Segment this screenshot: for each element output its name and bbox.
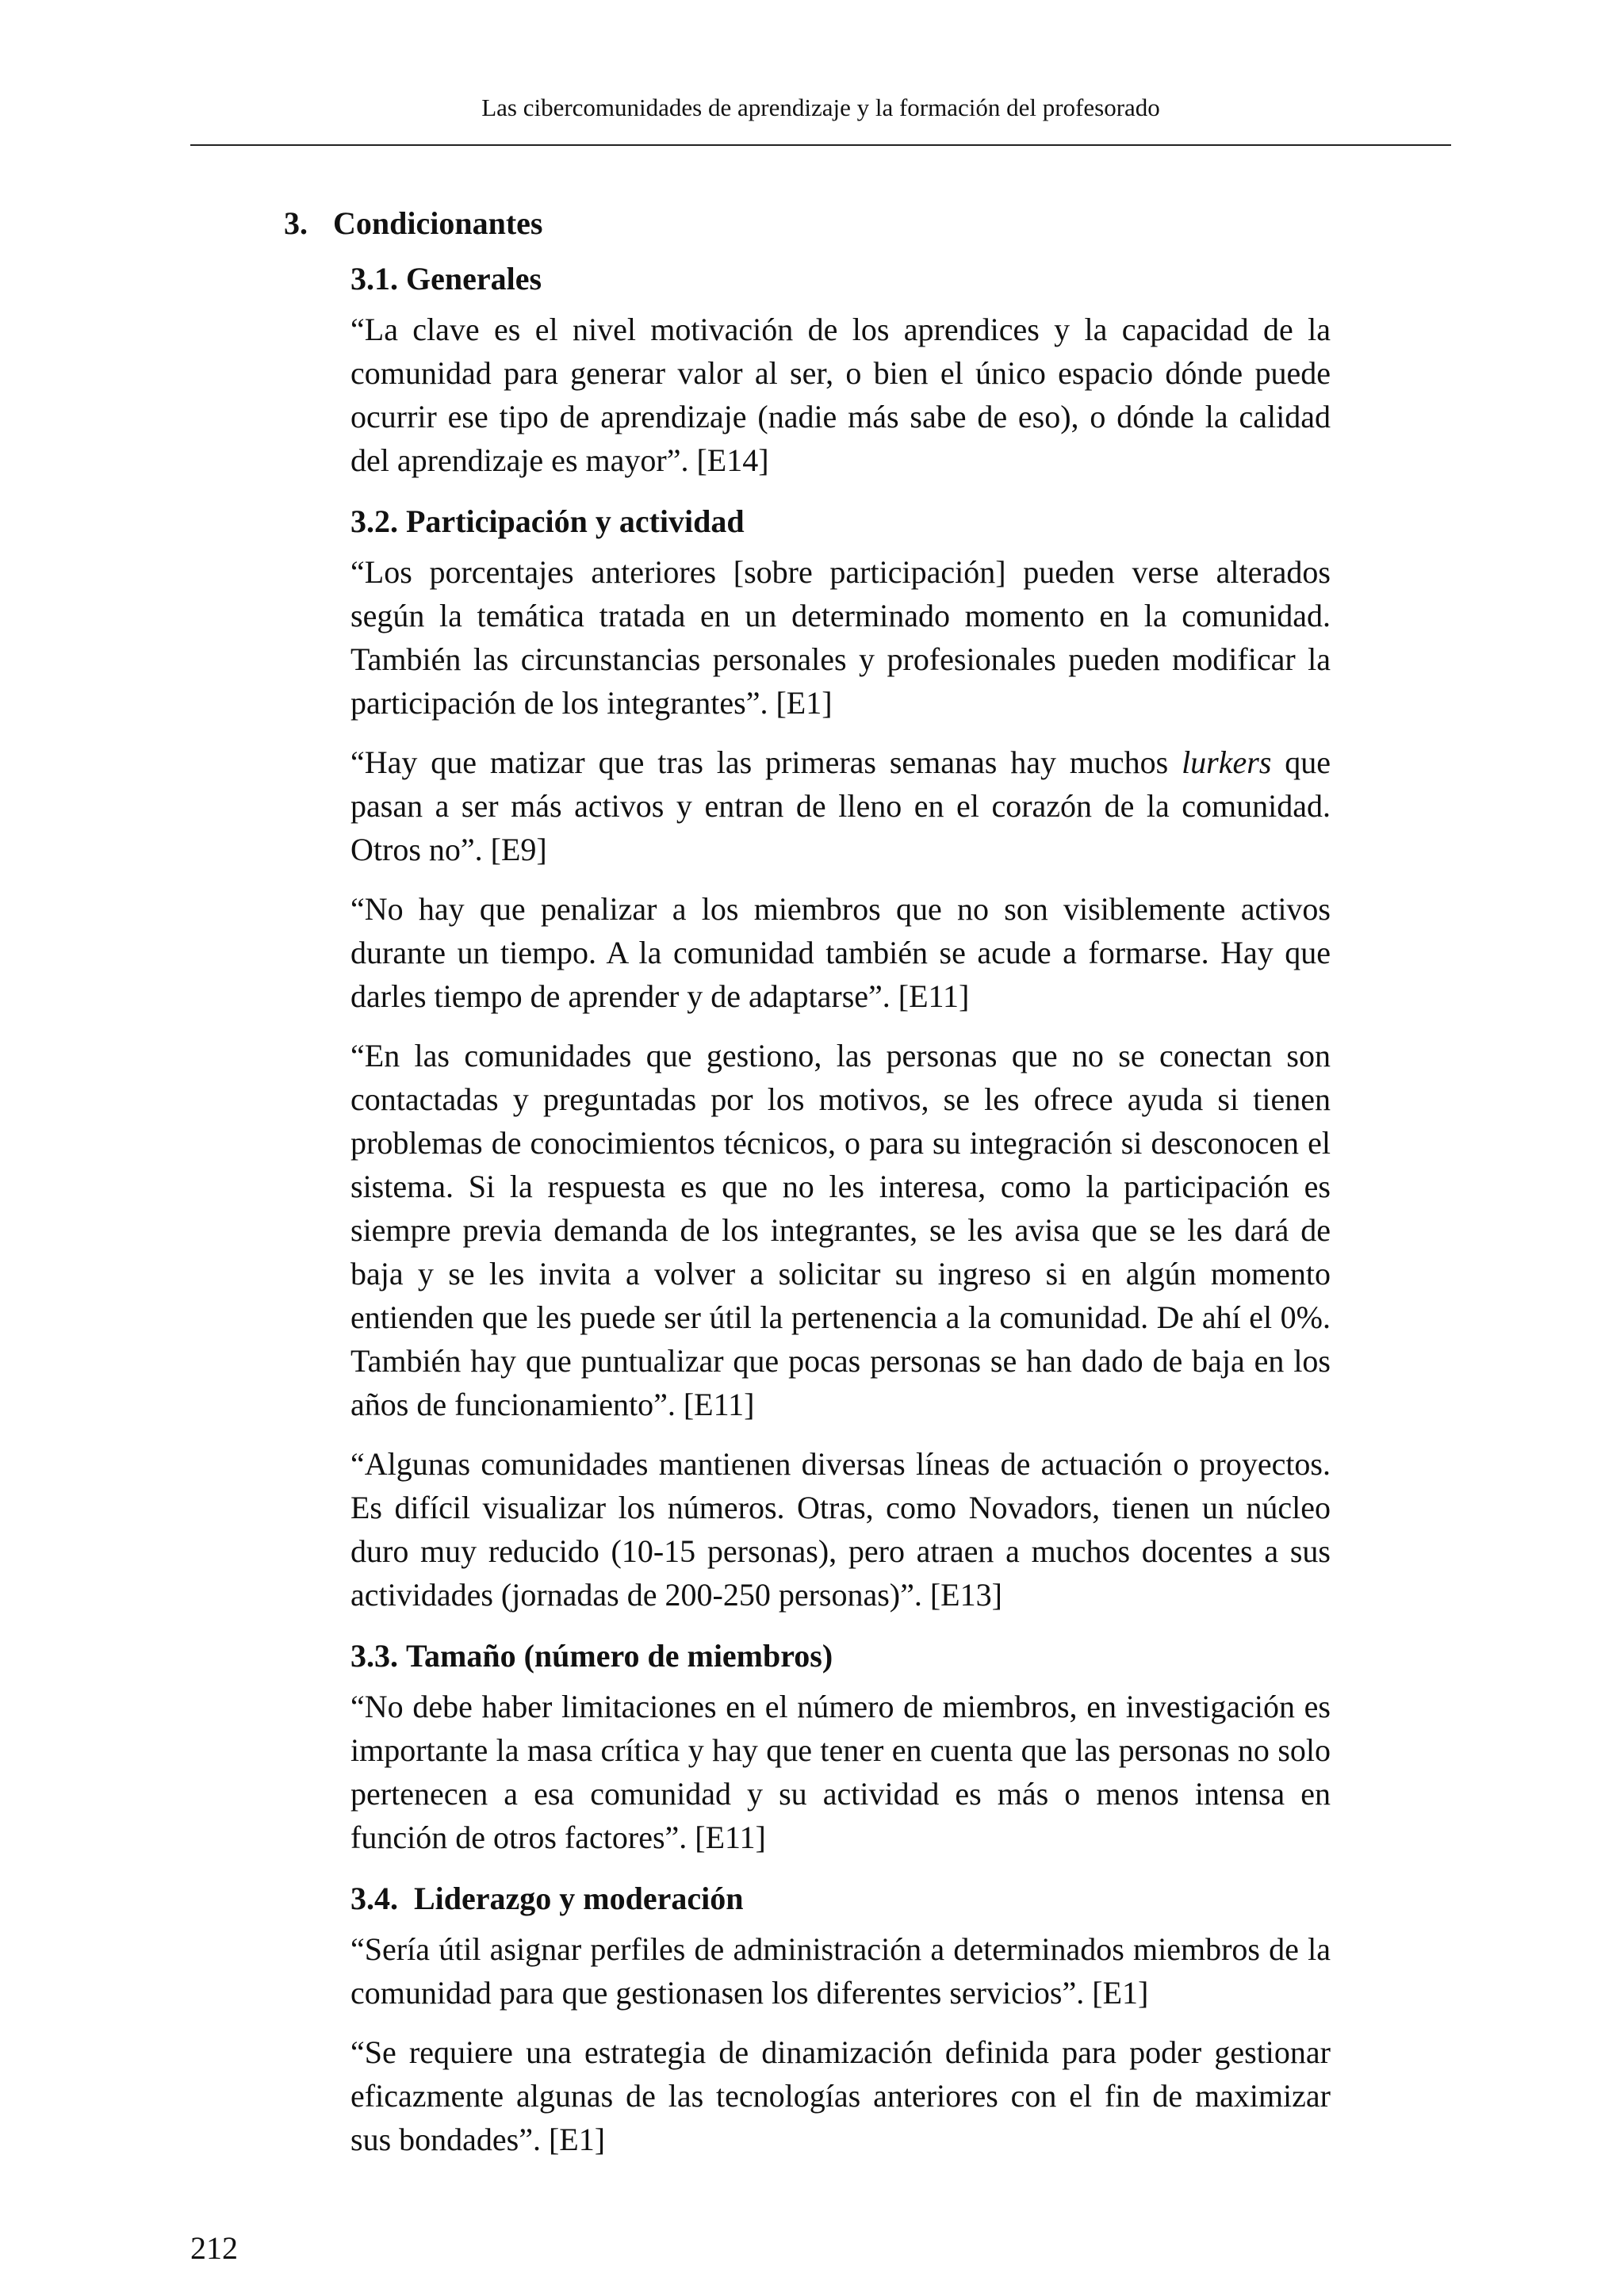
- quote-text: “Hay que matizar que tras las primeras semanas hay muchos: [350, 744, 1182, 780]
- quote-paragraph: [350, 1927, 1331, 2015]
- quote-italic-term: lurkers: [1182, 744, 1272, 780]
- subsection-number: 3.4.: [350, 1881, 398, 1916]
- subsection-title: Generales: [406, 261, 542, 297]
- subsection-heading-3-3: [350, 1634, 1331, 1678]
- quote-paragraph: [350, 740, 1331, 871]
- page-number: 212: [190, 2230, 238, 2266]
- quote-paragraph: [350, 2030, 1331, 2161]
- running-head: Las cibercomunidades de aprendizaje y la formación del profesorado: [481, 94, 1160, 121]
- quote-paragraph: [350, 1442, 1331, 1617]
- quote-text: “Los porcentajes anteriores [sobre participación] pueden verse alterados según la temática tratada en un determinado momento en la comunidad. También las circunstancias personales y profesionales pueden modificar la participación de los integrantes”. [E1]: [350, 554, 1331, 721]
- subsection-number: 3.3.: [350, 1638, 398, 1674]
- subsection-number: 3.2.: [350, 503, 398, 539]
- quote-text: “No hay que penalizar a los miembros que no son visiblemente activos durante un tiempo. A la comunidad también se acude a formarse. Hay que darles tiempo de aprender y de adaptarse”. [E11]: [350, 891, 1331, 1014]
- subsection-title: Participación y actividad: [406, 503, 745, 539]
- quote-text: “Se requiere una estrategia de dinamización definida para poder gestionar eficazmente algunas de las tecnologías anteriores con el fin de maximizar sus bondades”. [E1]: [350, 2034, 1331, 2157]
- subsection-heading-3-4: [350, 1877, 1331, 1921]
- quote-text: “Algunas comunidades mantienen diversas líneas de actuación o proyectos. Es difícil visualizar los números. Otras, como Novadors, tienen un núcleo duro muy reducido (10-15 personas), pero atraen a muchos docentes a sus actividades (jornadas de 200-250 personas)”. [E13]: [350, 1446, 1331, 1613]
- quote-text: que pasan a ser más activos y entran de lleno en el corazón de la comunidad. Otros no”. [E9]: [350, 744, 1331, 867]
- quote-text: “En las comunidades que gestiono, las personas que no se conectan son contactadas y preguntadas por los motivos, se les ofrece ayuda si tienen problemas de conocimientos técnicos, o para su integración si desconocen el sistema. Si la respuesta es que no les interesa, como la participación es siempre previa demanda de los integrantes, se les avisa que se les dará de baja y se les invita a volver a solicitar su ingreso si en algún momento entienden que les puede ser útil la pertenencia a la comunidad. De ahí el 0%. También hay que puntualizar que pocas personas se han dado de baja en los años de funcionamiento”. [E11]: [350, 1038, 1331, 1422]
- quote-paragraph: [350, 1034, 1331, 1426]
- section-heading: [284, 201, 1331, 246]
- subsection-title: Liderazgo y moderación: [414, 1881, 744, 1916]
- section-number: 3.: [284, 205, 308, 241]
- subsection-number: 3.1.: [350, 261, 398, 297]
- subsection-heading-3-1: [350, 257, 1331, 301]
- quote-text: “La clave es el nivel motivación de los aprendices y la capacidad de la comunidad para generar valor al ser, o bien el único espacio dónde puede ocurrir ese tipo de aprendizaje (nadie más sabe de eso), o dónde la calidad del aprendizaje es mayor”. [E14]: [350, 312, 1331, 478]
- quote-paragraph: [350, 550, 1331, 725]
- quote-paragraph: [350, 308, 1331, 482]
- quote-text: “Sería útil asignar perfiles de administración a determinados miembros de la comunidad para que gestionasen los diferentes servicios”. [E1]: [350, 1931, 1331, 2011]
- page-content: [284, 201, 1331, 2177]
- section-title: Condicionantes: [333, 205, 543, 241]
- quote-paragraph: [350, 887, 1331, 1018]
- quote-text: “No debe haber limitaciones en el número de miembros, en investigación es importante la masa crítica y hay que tener en cuenta que las personas no solo pertenecen a esa comunidad y su actividad es más o menos intensa en función de otros factores”. [E11]: [350, 1689, 1331, 1855]
- header-rule: [190, 144, 1451, 146]
- subsection-title: Tamaño (número de miembros): [406, 1638, 833, 1674]
- subsection-heading-3-2: [350, 499, 1331, 544]
- quote-paragraph: [350, 1685, 1331, 1859]
- subsections-container: [350, 257, 1331, 2161]
